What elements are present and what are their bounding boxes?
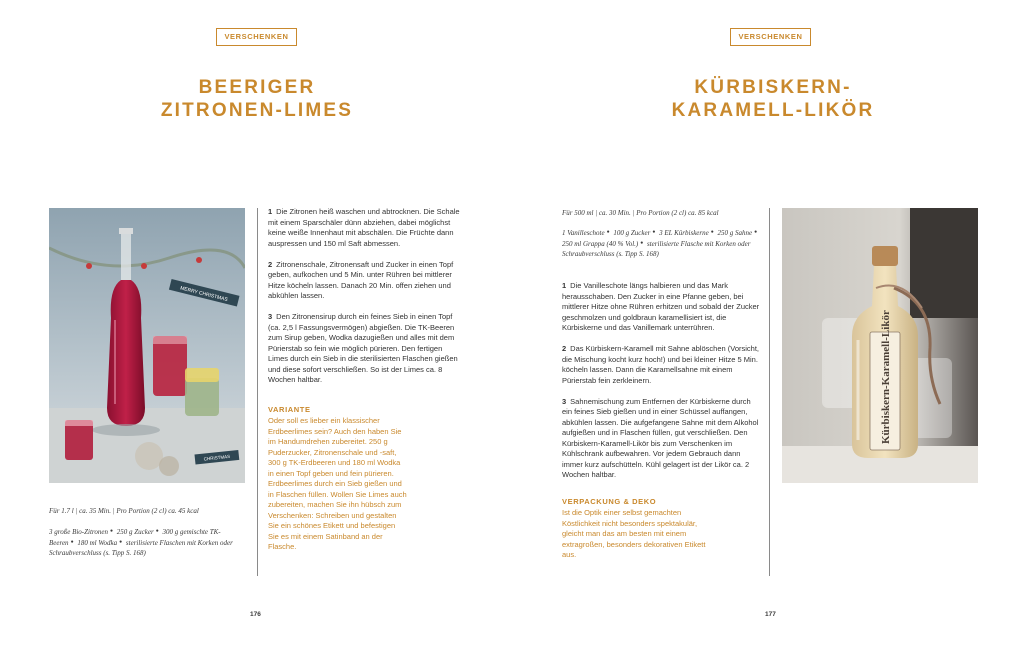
left-page <box>0 0 513 648</box>
step-number: 1 <box>562 281 567 290</box>
step-text: Das Kürbiskern-Karamell mit Sahne ablöschen (Vorsicht, die Mischung kocht kurz hoch!) und bei kleiner Hitze 5 Min. köcheln lassen. Dann die Karamellsahne mit einem Pürierstab fein zerkleinern. <box>562 344 760 385</box>
step-number: 2 <box>562 344 567 353</box>
ingredient: sterilisierte Flasche mit Korken oder Schraubverschluss (s. Tipp S. 168) <box>562 239 751 259</box>
title-line-1: KÜRBISKERN- <box>694 77 852 98</box>
ingredient: 250 ml Grappa (40 % Vol.) <box>562 239 639 248</box>
ingredient: 3 große Bio-Zitronen <box>49 528 108 536</box>
step-text: Den Zitronensirup durch ein feines Sieb in einen Topf (ca. 2,5 l Fassungsvermögen) abgießen. Die TK-Beeren zum Sirup geben, Wodka dazugießen und alles mit dem Pürierstab so fein wie möglich pürieren. Den fertigen Limes durch ein Sieb in die sterilisierten Flaschen gießen und diese sofort verschließen. So ist der Limes ca. 8 Wochen haltbar. <box>268 312 458 384</box>
packaging-heading: VERPACKUNG & DEKO <box>562 497 657 506</box>
step <box>562 397 760 481</box>
step <box>268 207 464 249</box>
variant-box <box>268 405 408 553</box>
ingredient: 1 Vanilleschote <box>562 229 605 237</box>
step-number: 3 <box>562 396 567 406</box>
step <box>562 344 760 386</box>
photo-tag-text: CHRISTMAS <box>203 453 231 462</box>
variant-text: Oder soll es lieber ein klassischer Erdbeerlimes sein? Auch den haben Sie im Handumdrehen zubereitet. 250 g Puderzucker, Zitronenschale und -saft, 300 g TK-Erdbeeren und 180 ml Wodka in einen Topf geben und fein pürieren. Erdbeerlimes durch ein Sieb gießen und in Flaschen füllen. Wollen Sie Limes auch zubereiten, machen Sie ihn hübsch zum Verschenken: Schreiben und gestalten Sie ein schönes Etikett und befestigen Sie es mit einem Satinband an der Flasche. <box>268 416 407 551</box>
step-text: Die Zitronen heiß waschen und abtrocknen. Die Schale mit einem Sparschäler dünn abziehen, dabei möglichst keine weiße Innenhaut mit abschälen. Die Früchte dann auspressen und 150 ml Saft abmessen. <box>268 207 460 248</box>
bottle-label-text: Kürbiskern-Karamell-Likör <box>880 310 892 444</box>
step-number: 2 <box>268 259 273 269</box>
ingredient: 180 ml Wodka <box>77 538 118 547</box>
column-divider <box>257 208 258 576</box>
variant-heading: VARIANTE <box>268 405 311 414</box>
step-text: Sahnemischung zum Entfernen der Kürbiskerne durch ein feines Sieb gießen und in einer Schüssel auffangen, abkühlen lassen. Die aufgefangene Sahne mit dem Alkohol aufgießen und in Flaschen füllen, gut verschließen. Den Kürbiskern-Karamell-Likör bis zum Verschenken im Kühlschrank aufbewahren. Vor jedem Gebrauch dann immer kurz aufschütteln. Kühl gelagert ist der Likör ca. 2 Wochen haltbar. <box>562 396 759 479</box>
recipe-yield-info: Für 1.7 l | ca. 35 Min. | Pro Portion (2 cl) ca. 45 kcal <box>49 507 199 515</box>
section-tag: VERSCHENKEN <box>216 28 297 46</box>
title-line-1: BEERIGER <box>198 77 316 98</box>
instruction-steps <box>562 281 760 491</box>
ingredient: 250 g Zucker <box>116 528 154 536</box>
ingredient: 100 g Zucker <box>613 229 651 237</box>
step-text: Die Vanilleschote längs halbieren und das Mark herausschaben. Den Zucker in eine Pfanne geben, bei mittlerer Hitze ohne Rühren erhitzen und sobald der Zucker geschmolzen und goldbraun karamellisiert ist, die Kürbiskerne und das Vanillemark unterrühren. <box>562 281 760 332</box>
page-number: 177 <box>765 611 776 618</box>
recipe-yield-info: Für 500 ml | ca. 30 Min. | Pro Portion (2 cl) ca. 85 kcal <box>562 209 719 217</box>
section-tag: VERSCHENKEN <box>730 28 811 46</box>
step-number: 1 <box>268 207 273 216</box>
packaging-box <box>562 497 712 561</box>
step-text: Zitronenschale, Zitronensaft und Zucker in einen Topf geben, aufkochen und 5 Min. unter Rühren bei mittlerer Hitze köcheln lassen. Danach 20 Min. offen ziehen und abkühlen lassen. <box>268 259 454 300</box>
title-line-2: KARAMELL-LIKÖR <box>671 100 875 121</box>
ingredient-list: 1 Vanilleschote ● 100 g Zucker ● 3 EL Kürbiskerne ● 250 g Sahne ● 250 ml Grappa (40 % Vol.) ● sterilisierte Flasche mit Korken oder Schraubverschluss (s. Tipp S. 168) <box>562 229 758 259</box>
column-divider <box>769 208 770 576</box>
ingredient: 300 g gemischte TK-Beeren <box>49 528 221 547</box>
photo-ribbon-text: MERRY CHRISTMAS <box>179 285 229 304</box>
ingredient: 250 g Sahne <box>717 229 753 237</box>
packaging-text: Ist die Optik einer selbst gemachten Köstlichkeit nicht besonders spektakulär, gleicht man das am besten mit einem extragroßen, besonders dekorativen Etikett aus. <box>562 508 706 559</box>
ingredient: 3 EL Kürbiskerne <box>659 229 709 237</box>
page-number: 176 <box>250 611 261 618</box>
step-number: 3 <box>268 312 273 321</box>
recipe-photo-likoer <box>782 208 978 483</box>
right-page <box>513 0 1027 648</box>
recipe-title <box>613 76 933 122</box>
ingredient: sterilisierte Flaschen mit Korken oder Schraubverschluss (s. Tipp S. 168) <box>49 538 233 558</box>
recipe-title <box>97 76 417 122</box>
step <box>268 260 464 302</box>
instruction-steps <box>268 207 464 396</box>
ingredient-list: 3 große Bio-Zitronen ● 250 g Zucker ● 300 g gemischte TK-Beeren ● 180 ml Wodka ● sterilisierte Flaschen mit Korken oder Schraubverschluss (s. Tipp S. 168) <box>49 528 233 558</box>
recipe-photo-limes <box>49 208 245 483</box>
title-line-2: ZITRONEN-LIMES <box>160 100 354 121</box>
step <box>268 312 464 386</box>
step <box>562 281 760 334</box>
